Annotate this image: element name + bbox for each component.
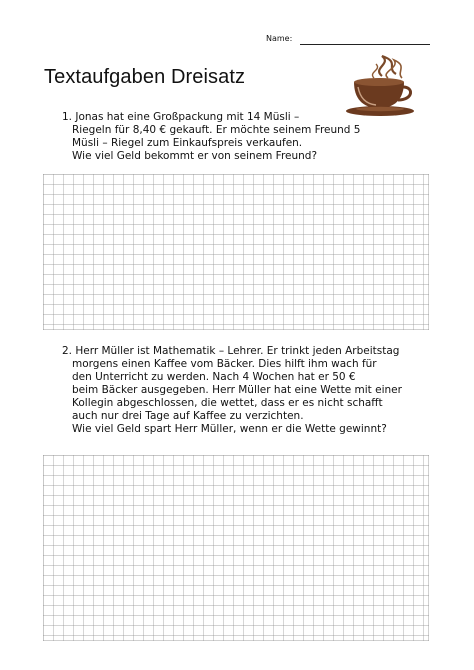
- name-label: Name:: [266, 34, 293, 43]
- task-line: Riegeln für 8,40 € gekauft. Er möchte seinem Freund 5: [72, 124, 361, 136]
- answer-grid-2[interactable]: [43, 455, 429, 641]
- task-line: beim Bäcker ausgegeben. Herr Müller hat eine Wette mit einer: [72, 384, 402, 396]
- task-line: Müsli – Riegel zum Einkaufspreis verkaufen.: [72, 137, 303, 149]
- task-number: 1.: [62, 111, 73, 123]
- page-title: Textaufgaben Dreisatz: [44, 66, 246, 88]
- coffee-cup-icon: [342, 54, 418, 118]
- task-1: [62, 111, 361, 163]
- task-line: auch nur drei Tage auf Kaffee zu verzichten.: [72, 410, 304, 422]
- task-number: 2.: [62, 345, 73, 357]
- task-line: Wie viel Geld bekommt er von seinem Freund?: [72, 150, 318, 162]
- task-line: Kollegin abgeschlossen, die wettet, dass er es nicht schafft: [72, 397, 383, 409]
- task-line: [62, 345, 402, 358]
- task-line: morgens einen Kaffee vom Bäcker. Dies hilft ihm wach für: [72, 358, 377, 370]
- task-line: Wie viel Geld spart Herr Müller, wenn er die Wette gewinnt?: [72, 423, 387, 435]
- name-line: [300, 44, 430, 45]
- answer-grid-1[interactable]: [43, 174, 429, 330]
- task-line: [62, 111, 361, 124]
- task-line: den Unterricht zu werden. Nach 4 Wochen hat er 50 €: [72, 371, 356, 383]
- task-text: Herr Müller ist Mathematik – Lehrer. Er trinkt jeden Arbeitstag: [75, 345, 400, 357]
- task-2: [62, 345, 402, 436]
- name-field: [266, 34, 436, 48]
- task-text: Jonas hat eine Großpackung mit 14 Müsli –: [75, 111, 300, 123]
